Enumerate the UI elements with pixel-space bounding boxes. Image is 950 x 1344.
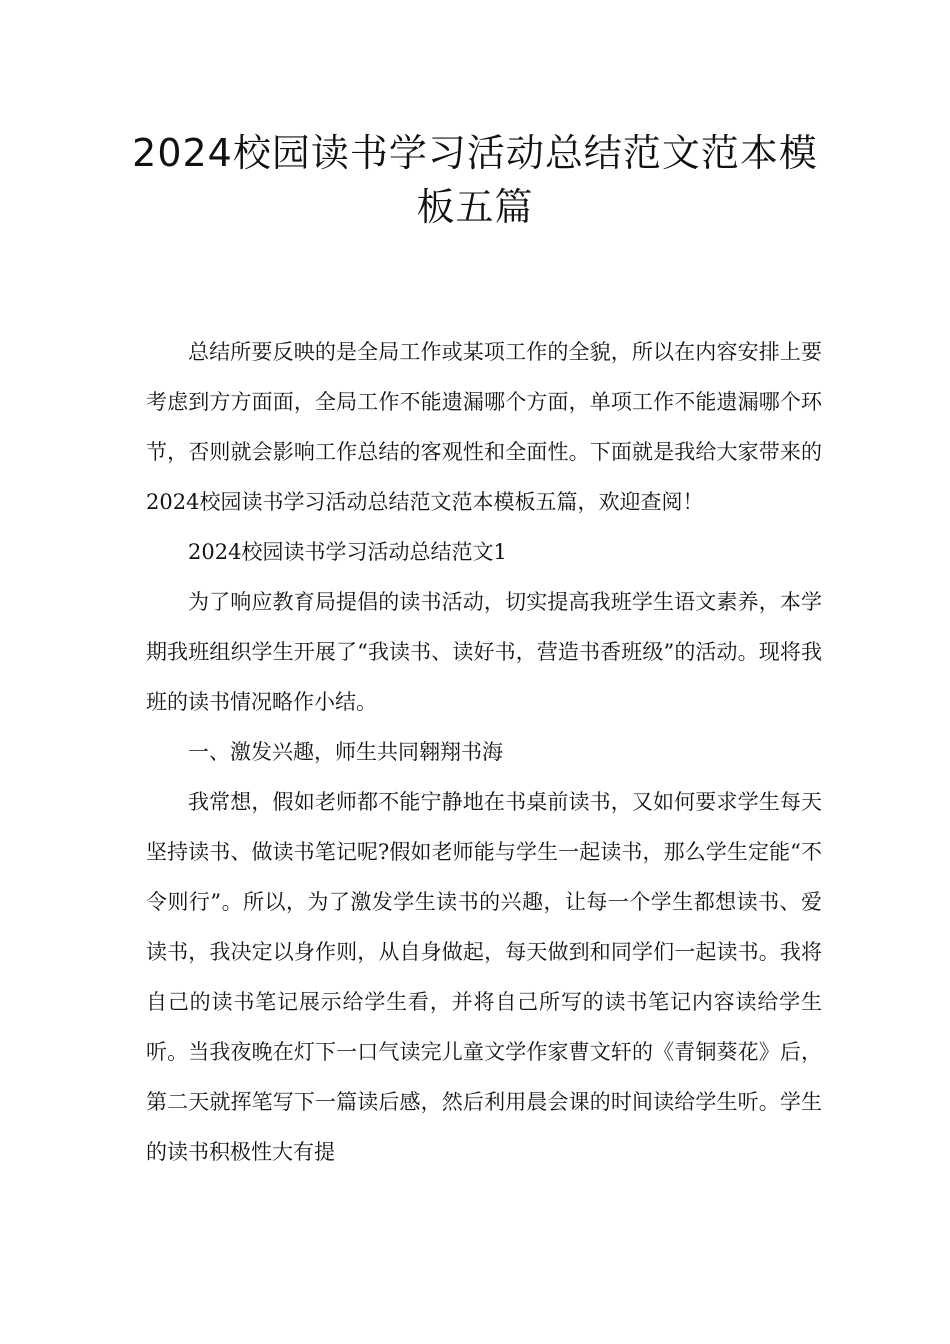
- intro-paragraph: 总结所要反映的是全局工作或某项工作的全貌，所以在内容安排上要考虑到方方面面，全局工作不能遗漏哪个方面，单项工作不能遗漏哪个环节，否则就会影响工作总结的客观性和全面性。下面就是我给大家带来的2024校园读书学习活动总结范文范本模板五篇，欢迎查阅！: [146, 340, 822, 514]
- section-heading-essay-1: 2024校园读书学习活动总结范文1: [188, 540, 507, 564]
- title-line-1: 2024校园读书学习活动总结范文范本模: [132, 131, 818, 175]
- essay-1-paragraph-1: 为了响应教育局提倡的读书活动，切实提高我班学生语文素养，本学期我班组织学生开展了“我读书、读好书，营造书香班级”的活动。现将我班的读书情况略作小结。: [146, 590, 822, 714]
- title-line-2: 板五篇: [416, 185, 534, 229]
- document-title: [100, 126, 850, 234]
- essay-1-paragraph-2: 我常想，假如老师都不能宁静地在书桌前读书，又如何要求学生每天坚持读书、做读书笔记呢?假如老师能与学生一起读书，那么学生定能“不令则行”。所以，为了激发学生读书的兴趣，让每一个学生都想读书、爱读书，我决定以身作则，从自身做起，每天做到和同学们一起读书。我将自己的读书笔记展示给学生看，并将自己所写的读书笔记内容读给学生听。当我夜晚在灯下一口气读完儿童文学作家曹文轩的《青铜葵花》后，第二天就挥笔写下一篇读后感，然后利用晨会课的时间读给学生听。学生的读书积极性大有提: [146, 790, 822, 1164]
- subsection-heading-1: 一、激发兴趣，师生共同翱翔书海: [188, 740, 503, 764]
- document-body: [146, 327, 822, 1177]
